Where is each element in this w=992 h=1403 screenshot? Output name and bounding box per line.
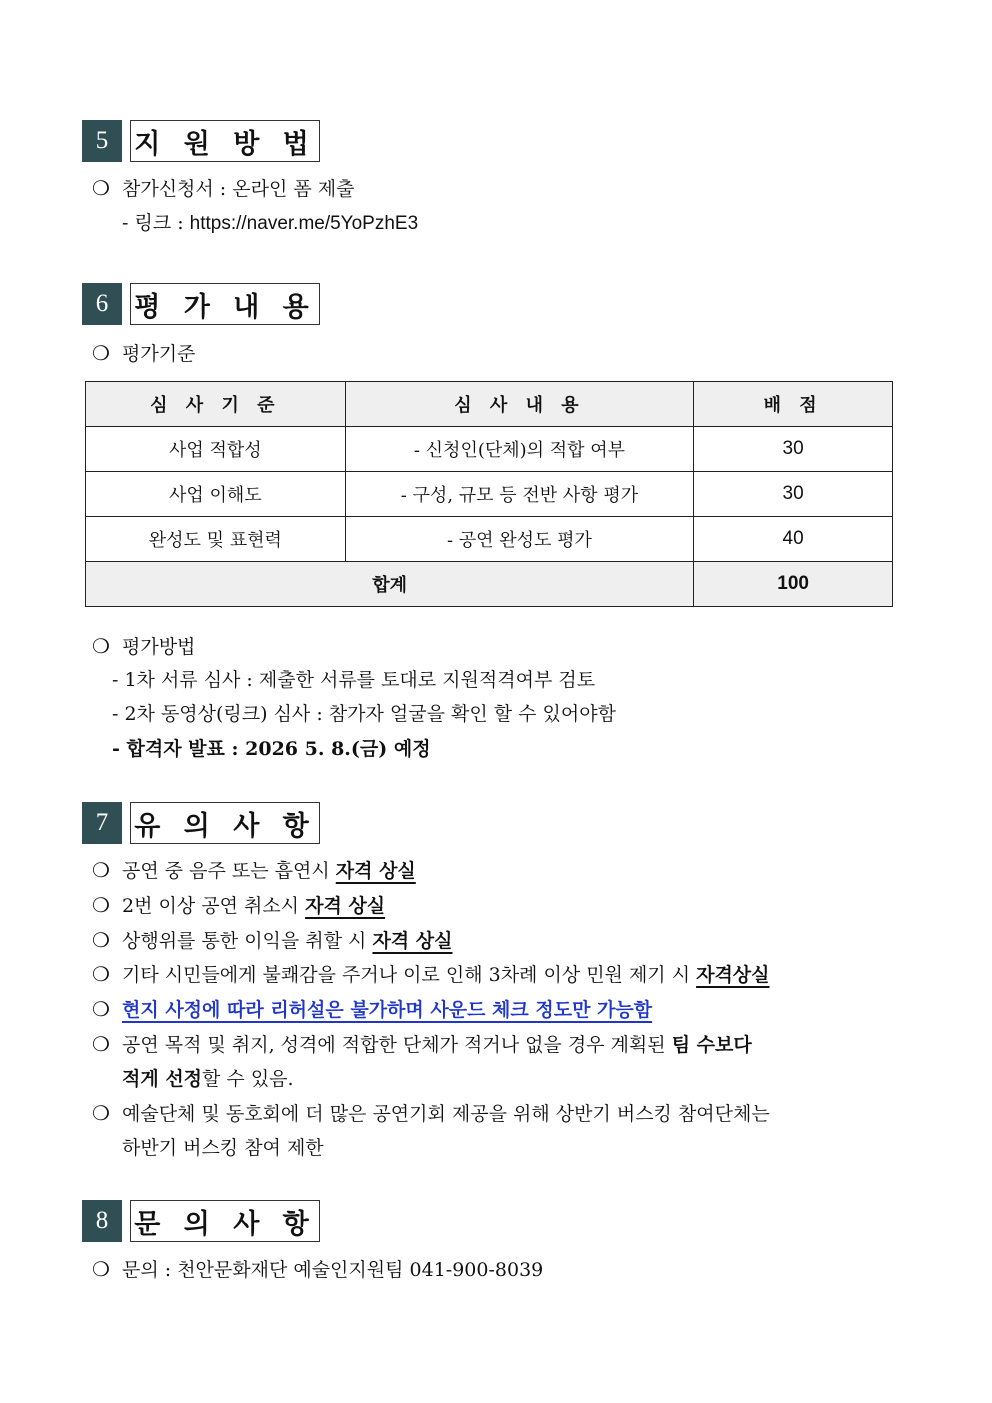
score-cell: 40 — [694, 517, 893, 562]
link-line — [122, 210, 418, 237]
item-text: 문의 : 천안문화재단 예술인지원팀 041-900-8039 — [122, 1259, 544, 1281]
section-number: 7 — [82, 802, 122, 844]
total-score: 100 — [694, 562, 893, 607]
notice-item — [92, 961, 770, 988]
item-text: 상행위를 통한 이익을 취할 시 — [122, 930, 373, 952]
column-header: 심 사 기 준 — [86, 382, 346, 427]
item-text: 공연 중 음주 또는 흡연시 — [122, 860, 336, 882]
method-heading — [92, 633, 195, 660]
notice-item — [92, 1100, 770, 1127]
content-cell: - 공연 완성도 평가 — [345, 517, 694, 562]
table-header-row — [86, 382, 893, 427]
table-row — [86, 517, 893, 562]
item-text: 예술단체 및 동호회에 더 많은 공연기회 제공을 위해 상반기 버스킹 참여단체는 — [122, 1103, 770, 1125]
notice-item — [92, 927, 452, 954]
item-text: 평가기준 — [122, 343, 196, 365]
evaluation-criteria-table — [85, 381, 893, 607]
circle-bullet-icon: ❍ — [92, 893, 110, 917]
rehearsal-notice: 현지 사정에 따라 리허설은 불가하며 사운드 체크 정도만 가능함 — [122, 999, 653, 1021]
section-7-header — [82, 802, 320, 844]
item-text: 기타 시민들에게 불쾌감을 주거나 이로 인해 3차례 이상 민원 제기 시 — [122, 964, 697, 986]
column-header: 심 사 내 용 — [345, 382, 694, 427]
notice-item-continuation — [122, 1066, 294, 1092]
section-6-header — [82, 283, 320, 325]
circle-bullet-icon: ❍ — [92, 928, 110, 952]
section-number: 8 — [82, 1200, 122, 1242]
emphasis-text: 자격 상실 — [372, 930, 453, 952]
criterion-cell: 완성도 및 표현력 — [86, 517, 346, 562]
notice-item — [92, 857, 416, 884]
circle-bullet-icon: ❍ — [92, 176, 110, 200]
criteria-heading — [92, 340, 195, 367]
application-link[interactable]: https://naver.me/5YoPzhE3 — [189, 213, 419, 234]
criterion-cell: 사업 적합성 — [86, 427, 346, 472]
column-header: 배 점 — [694, 382, 893, 427]
table-row — [86, 472, 893, 517]
table-row — [86, 427, 893, 472]
circle-bullet-icon: ❍ — [92, 858, 110, 882]
item-text: 공연 목적 및 취지, 성격에 적합한 단체가 적거나 없을 경우 계획된 — [122, 1034, 672, 1056]
notice-item — [92, 892, 385, 919]
content-cell: - 구성, 규모 등 전반 사항 평가 — [345, 472, 694, 517]
notice-item — [92, 1031, 752, 1058]
item-text: 참가신청서 : 온라인 폼 제출 — [122, 178, 355, 200]
emphasis-text: 팀 수보다 — [671, 1034, 752, 1056]
contact-item — [92, 1256, 543, 1283]
item-text: 평가방법 — [122, 636, 196, 658]
section-number: 5 — [82, 120, 122, 162]
link-prefix: - 링크 : — [122, 212, 190, 234]
result-announcement: - 합격자 발표 : 2026 5. 8.(금) 예정 — [112, 738, 431, 760]
score-cell: 30 — [694, 427, 893, 472]
score-cell: 30 — [694, 472, 893, 517]
circle-bullet-icon: ❍ — [92, 341, 110, 365]
method-step-1: - 1차 서류 심사 : 제출한 서류를 토대로 지원적격여부 검토 — [112, 669, 596, 691]
section-number: 6 — [82, 283, 122, 325]
circle-bullet-icon: ❍ — [92, 1257, 110, 1281]
circle-bullet-icon: ❍ — [92, 1101, 110, 1125]
content-cell: - 신청인(단체)의 적합 여부 — [345, 427, 694, 472]
section-title: 문 의 사 항 — [130, 1200, 320, 1242]
section-title: 유 의 사 항 — [130, 802, 320, 844]
section-title: 지 원 방 법 — [130, 120, 320, 162]
section-8-header — [82, 1200, 320, 1242]
circle-bullet-icon: ❍ — [92, 997, 110, 1021]
total-row — [86, 562, 893, 607]
criterion-cell: 사업 이해도 — [86, 472, 346, 517]
item-text: 할 수 있음. — [202, 1068, 294, 1090]
method-step-2: - 2차 동영상(링크) 심사 : 참가자 얼굴을 확인 할 수 있어야함 — [112, 703, 616, 725]
item-text: 2번 이상 공연 취소시 — [122, 895, 306, 917]
emphasis-text: 자격상실 — [696, 964, 770, 986]
total-label: 합계 — [86, 562, 694, 607]
section-5-header — [82, 120, 320, 162]
emphasis-text: 자격 상실 — [335, 860, 416, 882]
circle-bullet-icon: ❍ — [92, 634, 110, 658]
emphasis-text: 적게 선정 — [122, 1068, 203, 1090]
emphasis-text: 자격 상실 — [305, 895, 386, 917]
circle-bullet-icon: ❍ — [92, 1032, 110, 1056]
section-title: 평 가 내 용 — [130, 283, 320, 325]
application-method-item — [92, 175, 354, 202]
circle-bullet-icon: ❍ — [92, 962, 110, 986]
notice-item-continuation: 하반기 버스킹 참여 제한 — [122, 1137, 324, 1159]
notice-item — [92, 996, 652, 1023]
